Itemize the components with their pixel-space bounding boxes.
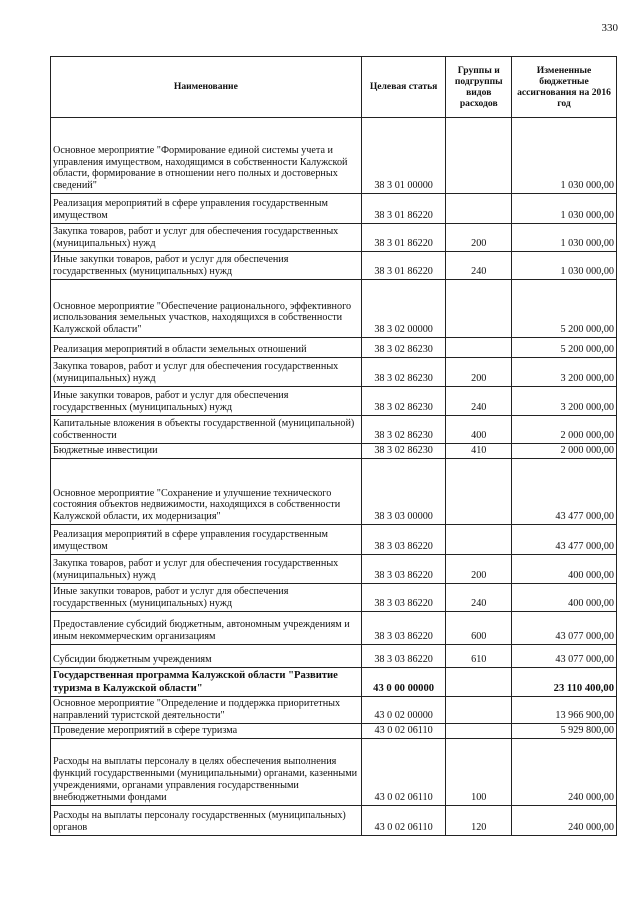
row-group: 240 bbox=[446, 252, 512, 280]
row-group: 400 bbox=[446, 416, 512, 444]
row-code: 38 3 02 86230 bbox=[361, 416, 446, 444]
table-row bbox=[51, 459, 617, 525]
header-amount: Измененные бюджетные ассигнования на 2016 год bbox=[512, 57, 617, 118]
row-code: 38 3 03 86220 bbox=[361, 612, 446, 645]
row-group: 610 bbox=[446, 645, 512, 668]
row-group: 600 bbox=[446, 612, 512, 645]
table-row bbox=[51, 612, 617, 645]
row-code: 38 3 02 00000 bbox=[361, 280, 446, 338]
row-code: 38 3 02 86230 bbox=[361, 387, 446, 416]
table-row bbox=[51, 444, 617, 459]
row-code: 38 3 03 86220 bbox=[361, 645, 446, 668]
row-code: 38 3 01 00000 bbox=[361, 118, 446, 194]
row-group bbox=[446, 668, 512, 697]
row-name: Субсидии бюджетным учреждениям bbox=[51, 645, 362, 668]
row-amount: 5 200 000,00 bbox=[512, 280, 617, 338]
table-row bbox=[51, 224, 617, 252]
row-code: 38 3 03 86220 bbox=[361, 525, 446, 555]
row-name: Иные закупки товаров, работ и услуг для обеспечения государственных (муниципальных) нужд bbox=[51, 252, 362, 280]
row-group: 240 bbox=[446, 387, 512, 416]
row-group bbox=[446, 697, 512, 724]
table-row bbox=[51, 387, 617, 416]
row-name: Реализация мероприятий в сфере управления государственным имуществом bbox=[51, 194, 362, 224]
row-code: 43 0 02 06110 bbox=[361, 723, 446, 738]
row-group bbox=[446, 723, 512, 738]
row-code: 38 3 02 86230 bbox=[361, 444, 446, 459]
row-amount: 1 030 000,00 bbox=[512, 224, 617, 252]
row-name: Основное мероприятие "Определение и поддержка приоритетных направлений туристской деятельности" bbox=[51, 697, 362, 724]
row-name: Закупка товаров, работ и услуг для обеспечения государственных (муниципальных) нужд bbox=[51, 358, 362, 387]
row-group: 200 bbox=[446, 555, 512, 584]
row-code: 43 0 00 00000 bbox=[361, 668, 446, 697]
row-amount: 3 200 000,00 bbox=[512, 358, 617, 387]
header-code: Целевая статья bbox=[361, 57, 446, 118]
row-code: 38 3 01 86220 bbox=[361, 194, 446, 224]
table-row bbox=[51, 805, 617, 835]
table-row bbox=[51, 738, 617, 805]
row-code: 43 0 02 06110 bbox=[361, 738, 446, 805]
row-name: Реализация мероприятий в области земельных отношений bbox=[51, 338, 362, 358]
row-name: Иные закупки товаров, работ и услуг для обеспечения государственных (муниципальных) нужд bbox=[51, 387, 362, 416]
table-row bbox=[51, 525, 617, 555]
row-name: Расходы на выплаты персоналу в целях обеспечения выполнения функций государственными (муниципальными) органами, казенными учреждениями, органами управления государственными внебюджетными фондами bbox=[51, 738, 362, 805]
row-code: 38 3 03 86220 bbox=[361, 555, 446, 584]
row-group: 240 bbox=[446, 584, 512, 612]
table-row bbox=[51, 194, 617, 224]
row-code: 38 3 03 86220 bbox=[361, 584, 446, 612]
row-name: Основное мероприятие "Формирование единой системы учета и управления имуществом, находящимся в собственности Калужской области, формирование в отношении него полных и достоверных сведений" bbox=[51, 118, 362, 194]
row-code: 38 3 01 86220 bbox=[361, 252, 446, 280]
row-name: Основное мероприятие "Сохранение и улучшение технического состояния объектов недвижимости, находящихся в собственности Калужской области, их модернизация" bbox=[51, 459, 362, 525]
row-name: Бюджетные инвестиции bbox=[51, 444, 362, 459]
budget-table bbox=[50, 56, 617, 836]
row-code: 38 3 02 86230 bbox=[361, 338, 446, 358]
row-group bbox=[446, 280, 512, 338]
row-name: Государственная программа Калужской области "Развитие туризма в Калужской области" bbox=[51, 668, 362, 697]
row-name: Закупка товаров, работ и услуг для обеспечения государственных (муниципальных) нужд bbox=[51, 224, 362, 252]
row-name: Проведение мероприятий в сфере туризма bbox=[51, 723, 362, 738]
row-amount: 2 000 000,00 bbox=[512, 444, 617, 459]
row-group: 120 bbox=[446, 805, 512, 835]
row-code: 38 3 01 86220 bbox=[361, 224, 446, 252]
table-row bbox=[51, 723, 617, 738]
row-name: Иные закупки товаров, работ и услуг для обеспечения государственных (муниципальных) нужд bbox=[51, 584, 362, 612]
row-group bbox=[446, 118, 512, 194]
row-amount: 1 030 000,00 bbox=[512, 252, 617, 280]
row-amount: 240 000,00 bbox=[512, 805, 617, 835]
table-row bbox=[51, 252, 617, 280]
row-name: Предоставление субсидий бюджетным, автономным учреждениям и иным некоммерческим организациям bbox=[51, 612, 362, 645]
row-amount: 5 200 000,00 bbox=[512, 338, 617, 358]
row-amount: 43 077 000,00 bbox=[512, 645, 617, 668]
table-row bbox=[51, 280, 617, 338]
row-group bbox=[446, 194, 512, 224]
row-amount: 400 000,00 bbox=[512, 584, 617, 612]
row-amount: 3 200 000,00 bbox=[512, 387, 617, 416]
row-amount: 1 030 000,00 bbox=[512, 118, 617, 194]
row-amount: 2 000 000,00 bbox=[512, 416, 617, 444]
row-code: 38 3 02 86230 bbox=[361, 358, 446, 387]
row-code: 38 3 03 00000 bbox=[361, 459, 446, 525]
table-row bbox=[51, 555, 617, 584]
table-row bbox=[51, 645, 617, 668]
table-row bbox=[51, 338, 617, 358]
row-amount: 400 000,00 bbox=[512, 555, 617, 584]
row-name: Закупка товаров, работ и услуг для обеспечения государственных (муниципальных) нужд bbox=[51, 555, 362, 584]
row-name: Реализация мероприятий в сфере управления государственным имуществом bbox=[51, 525, 362, 555]
row-name: Капитальные вложения в объекты государственной (муниципальной) собственности bbox=[51, 416, 362, 444]
row-code: 43 0 02 00000 bbox=[361, 697, 446, 724]
row-amount: 23 110 400,00 bbox=[512, 668, 617, 697]
table-row bbox=[51, 584, 617, 612]
row-amount: 43 477 000,00 bbox=[512, 525, 617, 555]
row-group: 200 bbox=[446, 224, 512, 252]
row-group: 200 bbox=[446, 358, 512, 387]
table-row bbox=[51, 118, 617, 194]
page-number: 330 bbox=[601, 22, 618, 34]
header-group: Группы и подгруппы видов расходов bbox=[446, 57, 512, 118]
row-name: Основное мероприятие "Обеспечение рационального, эффективного использования земельных участков, находящихся в собственности Калужской области" bbox=[51, 280, 362, 338]
table-row bbox=[51, 358, 617, 387]
row-group: 100 bbox=[446, 738, 512, 805]
row-code: 43 0 02 06110 bbox=[361, 805, 446, 835]
table-row bbox=[51, 697, 617, 724]
row-amount: 240 000,00 bbox=[512, 738, 617, 805]
row-amount: 1 030 000,00 bbox=[512, 194, 617, 224]
row-group: 410 bbox=[446, 444, 512, 459]
row-amount: 5 929 800,00 bbox=[512, 723, 617, 738]
table-row bbox=[51, 668, 617, 697]
row-amount: 13 966 900,00 bbox=[512, 697, 617, 724]
row-group bbox=[446, 525, 512, 555]
row-amount: 43 477 000,00 bbox=[512, 459, 617, 525]
row-amount: 43 077 000,00 bbox=[512, 612, 617, 645]
table-header-row bbox=[51, 57, 617, 118]
row-group bbox=[446, 459, 512, 525]
table-row bbox=[51, 416, 617, 444]
row-name: Расходы на выплаты персоналу государственных (муниципальных) органов bbox=[51, 805, 362, 835]
header-name: Наименование bbox=[51, 57, 362, 118]
row-group bbox=[446, 338, 512, 358]
